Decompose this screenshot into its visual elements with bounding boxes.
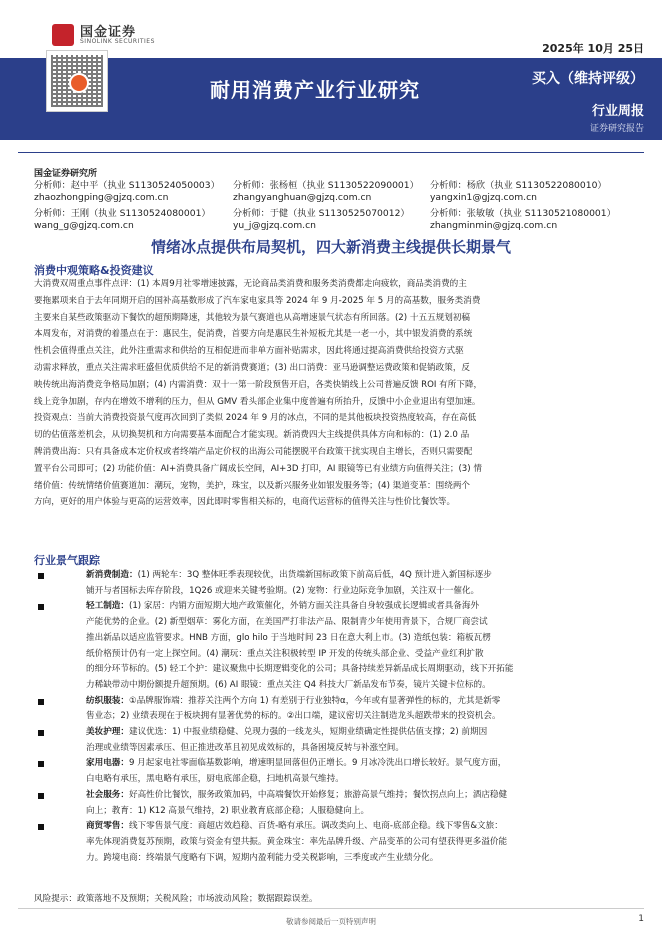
report-category: 证券研究报告	[589, 124, 644, 134]
bullet-icon	[38, 699, 44, 705]
analyst-email[interactable]: zhaozhongping@gjzq.com.cn	[34, 192, 169, 203]
item-line: (1) 家居：内销方面短期大地产政策催化，外销方面关注具备自身较强成长逻辑或者具备海外	[128, 601, 480, 612]
item-line: 好高性价比餐饮，服务政策加码，中高端餐饮开始修复；旅游高景气维持；餐饮拐点向上；酒店稳健	[128, 789, 508, 800]
item-label: 轻工制造：	[86, 601, 129, 612]
analyst-name: 分析师：王刚（执业 S1130524080001）	[34, 208, 211, 219]
item-line: 率先体现消费复苏预期，政策与资金有望共振。黄金珠宝：率先品牌升级、产品变革的公司有望获得更多溢价能	[86, 836, 508, 847]
item-label: 社会服务：	[86, 789, 129, 800]
item-line: 向上；教育：1) K12 高景气维持，2) 职业教育底部企稳；人服稳健向上。	[86, 805, 370, 816]
analyst-4	[34, 208, 211, 232]
tracking-list	[34, 568, 634, 866]
footer-divider	[18, 908, 644, 909]
item-label: 纺织服装：	[86, 695, 129, 706]
body-line: 动需求释放，重点关注需求旺盛但优质供给不足的新消费赛道；(3) 出口消费：亚马逊调整运费政策和促销政策，反	[34, 362, 471, 373]
analyst-name: 分析师：于健（执业 S1130525070012）	[233, 208, 410, 219]
strategy-body	[34, 276, 634, 511]
item-line: 建议优选：1) 中报业绩稳健、兑现力强的一线龙头，短期业绩确定性提供估值支撑；2) 前期因	[128, 727, 488, 738]
headline: 情绪冰点提供布局契机，四大新消费主线提供长期景气	[150, 238, 511, 256]
bullet-icon	[38, 761, 44, 767]
item-line: 力稀缺带动中期份额提升超预期。(6) AI 眼镜：重点关注 Q4 科技大厂新品发布节奏，镜片关键卡位标的。	[86, 679, 491, 690]
analyst-email[interactable]: zhangyanghuan@gjzq.com.cn	[233, 192, 372, 203]
analyst-email[interactable]: wang_g@gjzq.com.cn	[34, 220, 134, 231]
body-line: 主要来自某些政策驱动下餐饮的超预期降速，其他较为景气赛道也从高增速景气状态有所回落。(2) 十五五规划初稿	[34, 312, 471, 323]
institute-name: 国金证券研究所	[34, 169, 98, 179]
list-item	[34, 694, 634, 725]
item-line: 铺开与者国标去库存阶段，1Q26 或迎来关键考验期。(2) 宠物：行业边际竞争加剧，关注双十一催化。	[86, 585, 480, 596]
body-line: 性机会值得重点关注，此外注重需求和供给的互相促进而非单方面补贴需求，因此将通过提高消费供给投资方式驱	[34, 346, 464, 357]
body-line: 牌消费出海：只有具备成本定价权或者终端产品定价权的出海公司能摆脱平台政策干扰实现自主增长，否则只需要配	[34, 446, 473, 457]
item-line: 线下零售景气度：商超店效趋稳、百货-略有承压。调改类向上、电商-底部企稳。线下零售&文旅：	[128, 821, 503, 832]
section-title-strategy: 消费中观策略&投资建议	[34, 264, 154, 277]
body-line: 绪价值：传统情绪价值赛道加：潮玩，宠物，美护，珠宝，以及新兴服务业如银发服务等；(4) 渠道变革：围绕两个	[34, 480, 471, 491]
bullet-icon	[38, 573, 44, 579]
body-line: 线上竞争加剧，存内在增效不增利的压力，但从 GMV 看头部企业集中度普遍有所抬升，反馈中小企业退出有望加速。	[34, 396, 481, 407]
section-title-tracking: 行业景气跟踪	[34, 554, 100, 567]
item-line: 力。跨境电商：终端景气度略有下调，短期内盈利能力受关税影响，三季度或产生业绩分化。	[86, 852, 439, 863]
item-line: (1) 两轮车：3Q 整体旺季表现较优，出货端新国标政策下前高后低，4Q 预计进入新国标逐步	[137, 570, 492, 580]
analyst-email[interactable]: yangxin1@gjzq.com.cn	[430, 192, 537, 203]
analyst-3	[430, 180, 607, 204]
item-label: 商贸零售：	[86, 821, 129, 832]
bullet-icon	[38, 604, 44, 610]
list-item	[34, 568, 634, 599]
risk-warning: 风险提示：政策落地不及预期；关税风险；市场波动风险；数据跟踪误差。	[34, 894, 318, 904]
body-line: 置平台公司即可；(2) 功能价值：AI+消费具备广阔成长空间，AI+3D 打印，AI 眼镜等已有业绩方向值得关注；(3) 情	[34, 463, 482, 474]
bullet-icon	[38, 730, 44, 736]
list-item	[34, 725, 634, 756]
item-line: 售业态；2) 业绩表现在于板块拥有显著优势的标的。②出口端，建议密切关注制造龙头超跌带来的投资机会。	[86, 711, 501, 722]
logo-sub: SINOLINK SECURITIES	[80, 38, 155, 45]
item-line: ①品牌服饰端：推荐关注两个方向 1) 有差别于行业独特α，今年或有显著弹性的标的，尤其是新零	[128, 695, 501, 706]
analyst-email[interactable]: yu_j@gjzq.com.cn	[233, 220, 316, 231]
body-line: 本周发布，对消费的着墨点在于：惠民生，促消费，首要方向是惠民生补短板尤其是一老一小，其中银发消费的系统	[34, 329, 473, 340]
analyst-name: 分析师：张杨桓（执业 S1130522090001）	[233, 180, 419, 191]
item-line: 治理或业绩等因素承压、但正推进改革且初见成效标的，具备困境反转与补涨空间。	[86, 742, 404, 753]
analyst-5	[233, 208, 410, 232]
item-line: 产能优势的企业。(2) 新型烟草：雾化方面，在美国严打非法产品、限制青少年使用背景下，合规厂商尝试	[86, 617, 488, 628]
page-number: 1	[638, 914, 644, 924]
header-divider	[18, 152, 644, 153]
analyst-6	[430, 208, 616, 232]
analyst-name: 分析师：杨欣（执业 S1130522080010）	[430, 180, 607, 191]
analyst-name: 分析师：张敏敏（执业 S1130521080001）	[430, 208, 616, 219]
item-line: 9 月起家电社零面临基数影响，增速明显回落但仍正增长。9 月冰冷洗出口增长较好。景气度方面，	[128, 758, 507, 769]
footer-disclaimer[interactable]: 敬请参阅最后一页特别声明	[286, 917, 376, 926]
item-line: 白电略有承压，黑电略有承压，厨电底部企稳，扫地机高景气维持。	[86, 774, 344, 785]
item-line: 纸价格预计仍有一定上探空间。(4) 潮玩：重点关注积极转型 IP 开发的传统头部企业、受益产业红利扩散	[86, 648, 484, 659]
rating-label: 买入（维持评级）	[532, 71, 644, 87]
list-item	[34, 788, 634, 819]
body-line: 要拖累项来自于去年同期开启的国补高基数形成了汽车家电家具等 2024 年 9 月-2025 年 5 月的高基数，服务类消费	[34, 295, 481, 306]
list-item	[34, 599, 634, 693]
bullet-icon	[38, 793, 44, 799]
logo-name: 国金证券	[80, 25, 137, 40]
analyst-name: 分析师：赵中平（执业 S1130524050003）	[34, 180, 220, 191]
logo-icon	[52, 24, 74, 46]
item-label: 新消费制造：	[86, 570, 138, 580]
item-label: 美妆护理：	[86, 727, 129, 738]
list-item	[34, 819, 634, 866]
body-line: 大消费双周重点事件点评：(1) 本周9月社零增速披露，无论商品类消费和服务类消费都走向疲软，商品类消费的主	[34, 279, 467, 289]
qr-code-icon	[46, 50, 108, 112]
analyst-2	[233, 180, 419, 204]
item-line: 推出新品以适应监管要求。HNB 方面，glo hilo 于当地时间 23 日在意大利上市。(3) 造纸包装：箱板瓦楞	[86, 632, 491, 643]
list-item	[34, 756, 634, 787]
analyst-1	[34, 180, 220, 204]
bullet-icon	[38, 824, 44, 830]
body-line: 切的估值落差机会，从切换契机和方向需要基本面配合才能实现。新消费四大主线提供具体方向和标的：(1) 2.0 品	[34, 430, 470, 441]
report-title: 耐用消费产业行业研究	[210, 78, 420, 102]
report-date: 2025年 10月 25日	[542, 42, 644, 55]
analyst-email[interactable]: zhangminmin@gjzq.com.cn	[430, 220, 558, 231]
body-line: 投资观点：当前大消费投资景气度再次回到了类似 2024 年 9 月的冰点，不同的是其他板块投资热度较高，存在高低	[34, 413, 477, 424]
body-line: 映传统出海消费竞争格局加剧；(4) 内需消费：双十一第一阶段预售开启，各类快销线上公司普遍反馈 ROI 有所下降，	[34, 379, 483, 390]
report-type: 行业周报	[591, 104, 644, 119]
body-line: 方向，更好的用户体验与更高的运营效率，因此即时零售相关标的，电商代运营标的值得关注与性价比餐饮等。	[34, 497, 456, 508]
item-line: 的细分环节标的。(5) 轻工个护：建议聚焦中长期逻辑变化的公司；具备持续差异新品成长周期驱动，线下开拓能	[86, 664, 514, 675]
item-label: 家用电器：	[86, 758, 129, 769]
